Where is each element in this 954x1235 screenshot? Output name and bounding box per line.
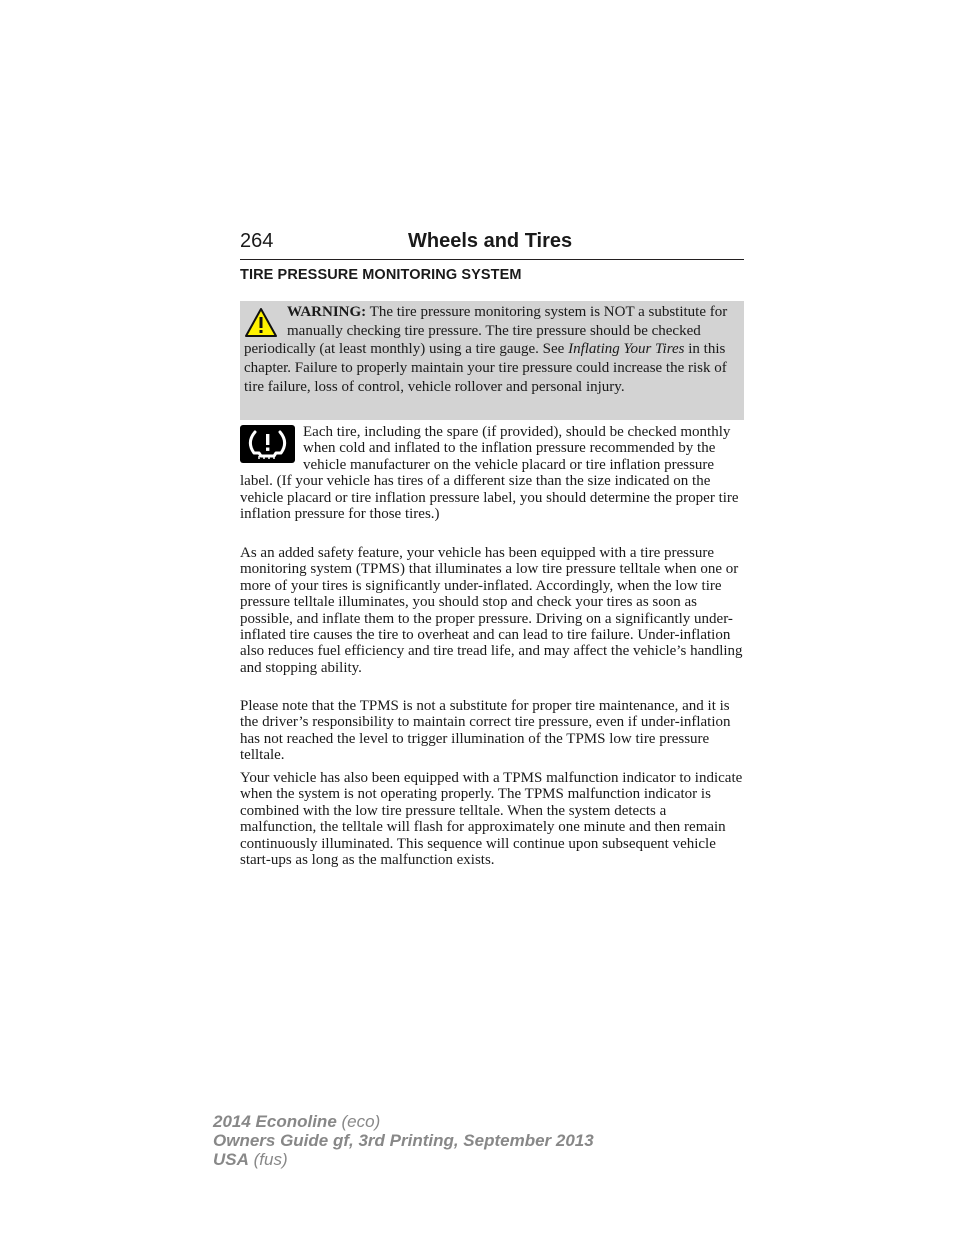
footer-market-code: (fus) <box>248 1150 288 1169</box>
footer-line-1 <box>213 1112 594 1131</box>
footer-model-code: (eco) <box>336 1112 381 1131</box>
warning-label: WARNING: <box>287 304 367 320</box>
footer-line-2 <box>213 1131 594 1150</box>
footer-printing: Owners Guide gf, 3rd Printing, September 2013 <box>213 1131 594 1150</box>
footer-market: USA <box>213 1150 249 1169</box>
paragraph-tire-check <box>240 424 745 522</box>
section-title: TIRE PRESSURE MONITORING SYSTEM <box>240 267 522 283</box>
paragraph-tpms-safety: As an added safety feature, your vehicle has been equipped with a tire pressure monitoring system (TPMS) that illuminates a low tire pressure telltale when one or more of your tires is significantly under-inflated. Accordingly, when the low tire pressure telltale illuminates, you should stop and check your tires as soon as possible, and inflate them to the proper pressure. Driving on a significantly under-inflated tire causes the tire to overheat and can lead to tire failure. Under-inflation also reduces fuel efficiency and tire tread life, and may affect the vehicle’s handling and stopping ability. <box>240 545 743 676</box>
warning-text-part-2: in this chapter. Failure to properly maintain your tire pressure could increase the risk of tire failure, loss of control, vehicle rollover and personal injury. <box>244 341 727 395</box>
warning-reference: Inflating Your Tires <box>568 341 685 358</box>
footer-model: 2014 Econoline <box>213 1112 337 1131</box>
warning-triangle-icon <box>244 307 278 339</box>
paragraph-tire-check-text: Each tire, including the spare (if provided), should be checked monthly when cold and inflated to the inflation pressure recommended by the vehicle manufacturer on the vehicle placard or tire inflation pressure label. (If your vehicle has tires of a different size than the size indicated on the vehicle placard or tire inflation pressure label, you should determine the proper tire inflation pressure for those tires.) <box>240 424 739 523</box>
page-header <box>240 228 744 260</box>
chapter-title: Wheels and Tires <box>408 230 573 252</box>
paragraph-tpms-note: Please note that the TPMS is not a substitute for proper tire maintenance, and it is the driver’s responsibility to maintain correct tire pressure, even if under-inflation has not reached the level to trigger illumination of the TPMS low tire pressure telltale. <box>240 698 731 764</box>
footer-line-3 <box>213 1150 594 1169</box>
footer <box>213 1112 594 1169</box>
warning-box <box>240 301 744 420</box>
warning-text-part-1: The tire pressure monitoring system is NOT a substitute for manually checking tire pressure. The tire pressure should be checked periodically (at least monthly) using a tire gauge. See <box>244 304 728 358</box>
warning-text <box>244 304 727 395</box>
paragraph-tpms-malfunction: Your vehicle has also been equipped with a TPMS malfunction indicator to indicate when the system is not operating properly. The TPMS malfunction indicator is combined with the low tire pressure telltale. When the system detects a malfunction, the telltale will flash for approximately one minute and then remain continuously illuminated. This sequence will continue upon subsequent vehicle start-ups as long as the malfunction exists. <box>240 770 743 869</box>
page-number: 264 <box>240 230 274 252</box>
